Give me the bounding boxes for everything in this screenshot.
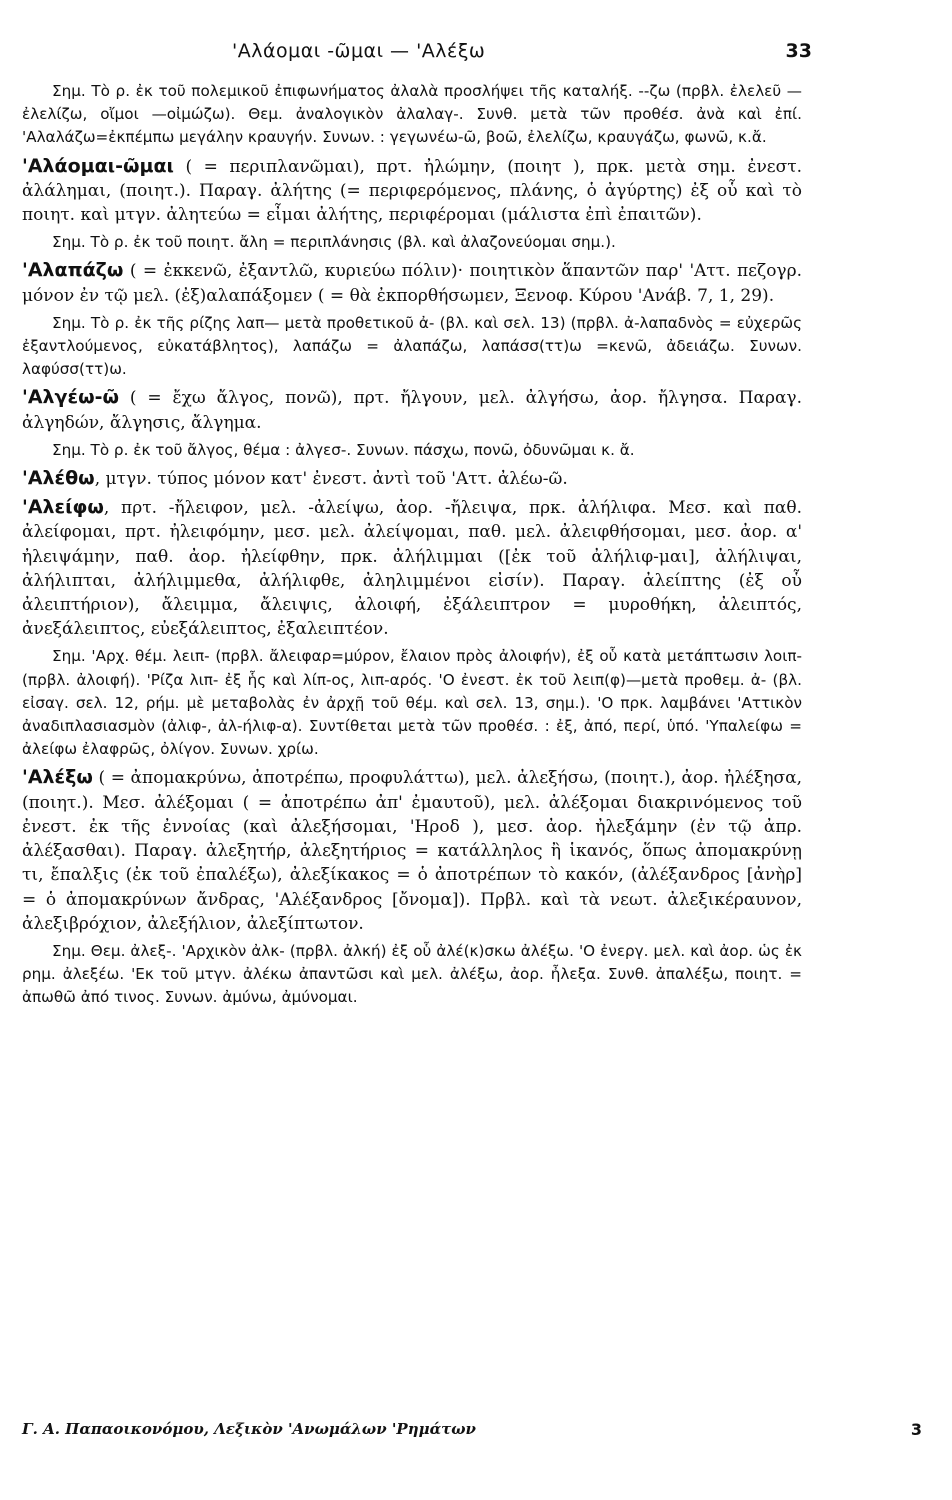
etymology-note — [22, 645, 802, 761]
note-text: Σημ. Τὸ ρ. ἐκ τοῦ ποιητ. ἄλη = περιπλάνησις (βλ. καὶ ἀλαζονεύομαι σημ.). — [52, 233, 616, 252]
footer-citation: Γ. Α. Παπαοικονόμου, Λεξικὸν 'Ανωμάλων 'Ρημάτων — [22, 1420, 476, 1438]
page-header — [22, 28, 812, 80]
entry-lemma: 'Αλαπάζω — [22, 259, 124, 282]
dictionary-entry — [22, 466, 802, 491]
etymology-note — [22, 439, 802, 462]
dictionary-entry — [22, 154, 802, 228]
note-text: Σημ. 'Αρχ. θέμ. λειπ- (πρβλ. ἄλειφαρ=μύρον, ἔλαιον πρὸς ἀλοιφήν), ἐξ οὗ κατὰ μετάπτωσιν λοιπ- (πρβλ. ἀλοιφή). 'Ρίζα λιπ- ἐξ ἧς καὶ λίπ-ος, λιπ-αρός. 'Ο ἐνεστ. ἐκ τοῦ λειπ(φ)—μετὰ προθεμ. ἀ- (βλ. εἰσαγ. σελ. 12, ρήμ. μὲ μεταβολὰς ἐν ἀρχῇ τοῦ θέμ. καὶ σελ. 13, σημ.). 'Ο πρκ. λαμβάνει 'Αττικὸν ἀναδιπλασιασμὸν (ἀλιφ-, ἀλ-ήλιφ-α). Συντίθεται μετὰ τῶν προθέσ. : ἐξ, ἀπό, περί, ὑπό. 'Υπαλείφω = ἀλείφω ἐλαφρῶς, ὀλίγον. Συνων. χρίω. — [22, 647, 802, 759]
entry-lemma: 'Αλάομαι-ῶμαι — [22, 154, 174, 177]
note-text: Σημ. Τὸ ρ. ἐκ τοῦ ἄλγος, θέμα : ἀλγεσ-. Συνων. πάσχω, πονῶ, ὀδυνῶμαι κ. ἄ. — [52, 440, 635, 459]
dictionary-body — [22, 80, 802, 1010]
dictionary-entry — [22, 495, 802, 641]
etymology-note — [22, 80, 802, 150]
etymology-note — [22, 231, 802, 254]
dictionary-entry — [22, 258, 802, 307]
note-text: Σημ. Τὸ ρ. ἐκ τοῦ πολεμικοῦ ἐπιφωνήματος ἀλαλὰ προσλήψει τῆς καταλήξ. --ζω (πρβλ. ἐλελεῦ —ἐλελίζω, οἴμοι —οἰμώζω). Θεμ. ἀναλογικὸν ἀλαλαγ-. Συνθ. μετὰ τῶν προθέσ. ἀνὰ καὶ ἐπί. 'Αλαλάζω=ἐκπέμπω μεγάλην κραυγήν. Συνων. : γεγωνέω-ῶ, βοῶ, ἐλελίζω, κραυγάζω, φωνῶ, κ.ἄ. — [22, 82, 802, 147]
running-head: 'Αλάομαι -ῶμαι — 'Αλέξω — [232, 40, 486, 62]
entry-text: ( = ἔχω ἄλγος, πονῶ), πρτ. ἤλγουν, μελ. ἀλγήσω, ἀορ. ἤλγησα. Παραγ. ἀλγηδών, ἄλγησις, ἄλγημα. — [22, 388, 802, 433]
note-text: Σημ. Τὸ ρ. ἐκ τῆς ρίζης λαπ— μετὰ προθετικοῦ ἀ- (βλ. καὶ σελ. 13) (πρβλ. ἀ-λαπαδνὸς = εὐχερῶς ἐξαντλούμενος, εὐκατάβλητος), λαπάζω = ἀλαπάζω, λαπάσσ(ττ)ω =κενῶ, ἀδειάζω. Συνων. λαφύσσ(ττ)ω. — [22, 313, 802, 379]
entry-lemma: 'Αλέξω — [22, 766, 93, 789]
note-text: Σημ. Θεμ. ἀλεξ-. 'Αρχικὸν ἀλκ- (πρβλ. ἀλκή) ἐξ οὗ ἀλέ(κ)σκω ἀλέξω. 'Ο ἐνεργ. μελ. καὶ ἀορ. ὡς ἐκ ρημ. ἀλεξέω. 'Εκ τοῦ μτγν. ἀλέκω ἀπαντῶσι καὶ μελ. ἀλέξω, ἀορ. ἦλεξα. Συνθ. ἀπαλέξω, ποιητ. = ἀπωθῶ ἀπό τινος. Συνων. ἀμύνω, ἀμύνομαι. — [22, 941, 802, 1007]
entry-text: ( = ἀπομακρύνω, ἀποτρέπω, προφυλάττω), μελ. ἀλεξήσω, (ποιητ.), ἀορ. ἠλέξησα, (ποιητ.). Μεσ. ἀλέξομαι ( = ἀποτρέπω ἀπ' ἐμαυτοῦ), μελ. ἀλέξομαι διακρινόμενος τοῦ ἐνεστ. ἐκ τῆς ἐννοίας (καὶ ἀλεξήσομαι, 'Ηροδ ), μεσ. ἀορ. ἠλεξάμην (ἐν τῷ ἀπρ. ἀλέξασθαι). Παραγ. ἀλεξητήρ, ἀλεξητήριος = κατάλληλος ἢ ἱκανός, ὅπως ἀπομακρύνῃ τι, ἔπαλξις (ἐκ τοῦ ἐπαλέξω), ἀλεξίκακος = ὁ ἀποτρέπων τὸ κακόν, (ἀλέξανδρος [ἀνὴρ] = ὁ ἀπομακρύνων ἄνδρας, 'Αλέξανδρος [ὄνομα]). Πρβλ. καὶ τὰ νεωτ. ἀλεξικέραυνον, ἀλεξιβρόχιον, ἀλεξήλιον, ἀλεξίπτωτον. — [22, 768, 803, 934]
entry-text: , πρτ. -ἤλειφον, μελ. -ἀλείψω, ἀορ. -ἤλειψα, πρκ. ἀλήλιφα. Μεσ. καὶ παθ. ἀλείφομαι, πρτ. ἠλειφόμην, μεσ. μελ. ἀλείψομαι, παθ. μελ. ἀλειφθήσομαι, μεσ. ἀορ. α' ἠλειψάμην, παθ. ἀορ. ἠλείφθην, πρκ. ἀλήλιμμαι ([ἐκ τοῦ ἀλήλιφ-μαι], ἀλήλιψαι, ἀλήλιπται, ἀλήλιμμεθα, ἀλήλιφθε, ἀληλιμμένοι εἰσίν). Παραγ. ἀλείπτης (ἐξ οὗ ἀλειπτήριον), ἄλειμμα, ἄλειψις, ἀλοιφή, ἐξάλειπτρον = μυροθήκη, ἀλειπτός, ἀνεξάλειπτος, εὐεξάλειπτος, ἐξαλειπτέον. — [22, 498, 802, 640]
entry-text: ( = περιπλανῶμαι), πρτ. ἠλώμην, (ποιητ ), πρκ. μετὰ σημ. ἐνεστ. ἀλάλημαι, (ποιητ.). Παραγ. ἀλήτης (= περιφερόμενος, πλάνης, ὁ ἀγύρτης) ἐξ οὗ καὶ τὸ ποιητ. καὶ μτγν. ἀλητεύω = εἶμαι ἀλήτης, περιφέρομαι (μάλιστα ἐπὶ ἐπαιτῶν). — [22, 156, 802, 226]
dictionary-page — [22, 28, 812, 1468]
entry-lemma: 'Αλέθω — [22, 467, 95, 490]
etymology-note — [22, 940, 802, 1010]
etymology-note — [22, 312, 802, 382]
entry-text: ( = ἐκκενῶ, ἐξαντλῶ, κυριεύω πόλιν)· ποιητικὸν ἅπαντῶν παρ' 'Αττ. πεζογρ. μόνον ἐν τῷ μελ. (ἐξ)αλαπάξομεν ( = θὰ ἐκπορθήσωμεν, Ξενοφ. Κύρου 'Ανάβ. 7, 1, 29). — [22, 261, 802, 306]
entry-lemma: 'Αλγέω-ῶ — [22, 386, 119, 409]
entry-lemma: 'Αλείφω — [22, 496, 104, 519]
signature-mark: 3 — [910, 1420, 922, 1439]
page-number: 33 — [785, 40, 812, 62]
entry-text: , μτγν. τύπος μόνον κατ' ἐνεστ. ἀντὶ τοῦ 'Αττ. ἀλέω-ῶ. — [94, 469, 568, 490]
dictionary-entry — [22, 385, 802, 434]
dictionary-entry — [22, 765, 802, 935]
